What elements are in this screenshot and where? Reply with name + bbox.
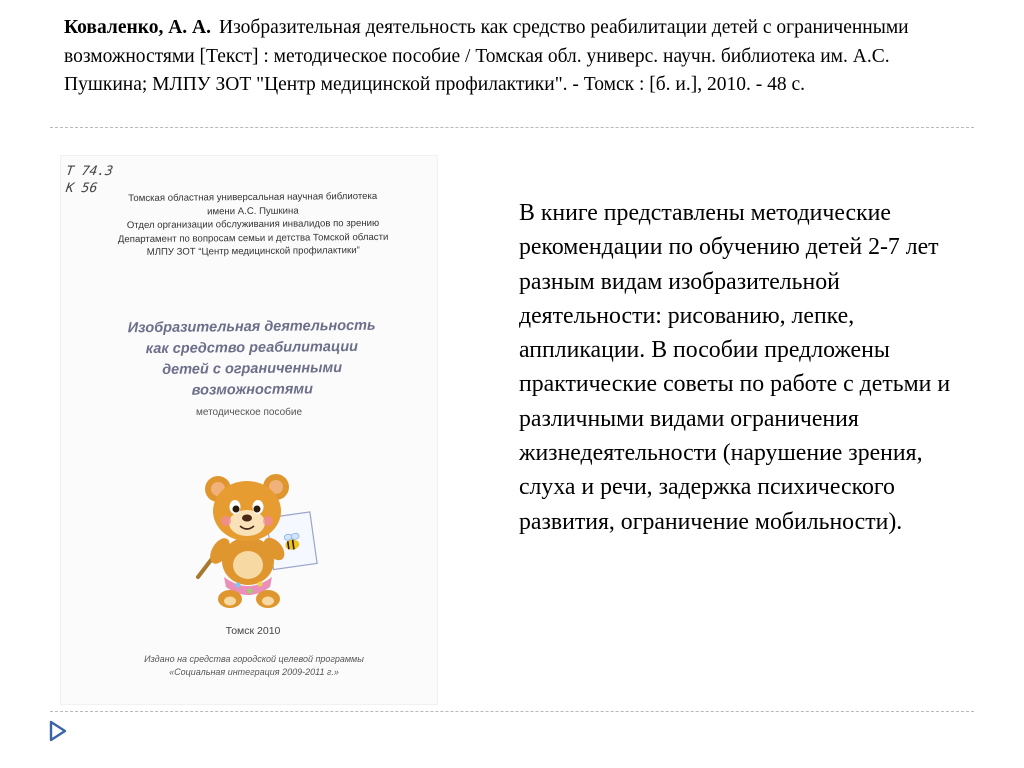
bear-illustration [190, 465, 320, 611]
org-line: МЛПУ ЗОТ “Центр медицинской профилактики” [146, 245, 360, 259]
cover-title-line: как средство реабилитации [145, 338, 359, 358]
call-number-line: Т 74.3 [64, 164, 115, 179]
cover-title-line: Изобразительная деятельность [127, 317, 376, 337]
citation-text: Изобразительная деятельность как средство реабилитации детей с ограниченными возможностями [Текст] : методическое пособие / Томская обл. универс. научн. библиотека им. А.С. Пушкина; МЛПУ ЗОТ "Центр медицинской профилактики". - Томск : [б. и.], 2010. - 48 с. [64, 17, 909, 95]
program-line: «Социальная интеграция 2009-2011 г.» [169, 667, 339, 677]
cover-title-line: возможностями [191, 381, 314, 399]
book-cover-image [60, 155, 438, 705]
book-description: В книге представлены методические рекомендации по обучению детей 2-7 лет разным видам изобразительной деятельности: рисованию, лепке, аппликации. В пособии предложены практические советы по работе с детьми и различными видами ограничения жизнедеятельности (нарушение зрения, слуха и речи, задержка психического развития, ограничение мобильности). [519, 200, 951, 535]
nav-arrow-shape [51, 722, 65, 740]
citation-header [64, 14, 964, 100]
cover-city-year: Томск 2010 [225, 625, 281, 637]
author-name: Коваленко, А. А. [64, 17, 211, 38]
org-line: имени А.С. Пушкина [207, 205, 299, 217]
divider-top [50, 127, 974, 128]
cover-title [74, 315, 431, 403]
org-line: Отдел организации обслуживания инвалидов по зрению [126, 218, 380, 232]
cover-program [84, 653, 424, 679]
org-line: Томская областная универсальная научная библиотека [128, 190, 378, 205]
org-line: Департамент по вопросам семьи и детства Томской области [117, 231, 389, 245]
triangle-right-icon[interactable] [48, 720, 68, 742]
cover-title-line: детей с ограниченными [162, 360, 343, 378]
cover-subtitle: методическое пособие [195, 407, 303, 418]
program-line: Издано на средства городской целевой программы [144, 654, 364, 664]
cover-organizations [78, 189, 429, 260]
call-number-line: К 56 [64, 181, 99, 196]
divider-bottom [50, 711, 974, 712]
